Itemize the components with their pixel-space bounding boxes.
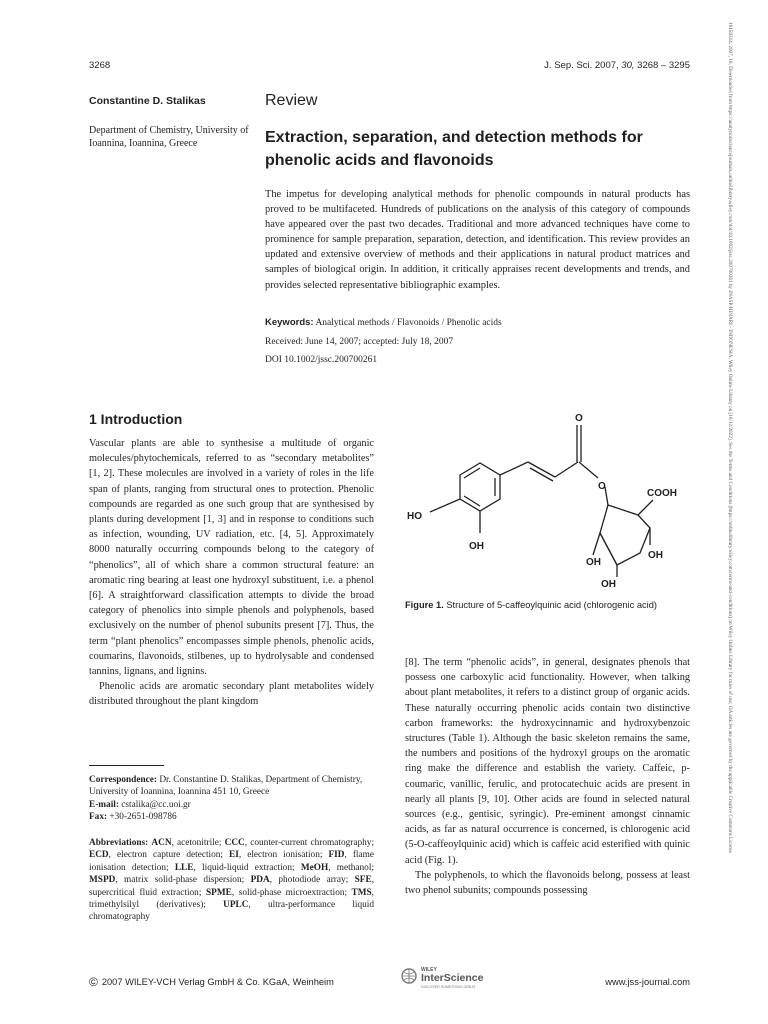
abbreviation-definition: , ultra-performance liquid chromatography — [89, 900, 374, 923]
body-column-left — [89, 436, 374, 710]
correspondence-text: Dr. Constantine D. Stalikas, Department of Chemistry, University of Ioannina, Ioannina 451 10, Greece — [89, 775, 363, 798]
abbreviation-term: CCC — [221, 838, 245, 848]
abbreviation-definition: , liquid-liquid extraction; — [193, 862, 295, 873]
abbreviations-list — [89, 838, 374, 922]
abbreviation-term: EI — [223, 850, 239, 861]
article-title: Extraction, separation, and detection methods for phenolic acids and flavonoids — [265, 129, 643, 169]
email-label: E-mail: — [89, 799, 119, 810]
phenol-hydroxyl-label-1: HO — [407, 511, 422, 522]
section-heading-introduction: 1 Introduction — [89, 411, 183, 427]
abbreviation-definition: , electron ionisation; — [238, 850, 323, 861]
abbreviation-definition: , acetonitrile; — [171, 838, 222, 848]
abbreviation-definition: , methanol; — [328, 862, 374, 873]
doi-link[interactable]: DOI 10.1002/jssc.200700261 — [265, 355, 378, 365]
logo-interscience-text: InterScience — [421, 972, 484, 984]
author-name: Constantine D. Stalikas — [89, 95, 206, 107]
email-address[interactable]: cstalika@cc.uoi.gr — [121, 799, 191, 810]
keywords-list: Analytical methods / Flavonoids / Phenolic acids — [315, 318, 502, 328]
logo-wiley-text: WILEY — [421, 967, 437, 973]
copyright-text: 2007 WILEY-VCH Verlag GmbH & Co. KGaA, Weinheim — [101, 977, 334, 987]
journal-volume: 30, — [621, 60, 635, 71]
abbreviation-definition: , matrix solid-phase dispersion; — [115, 875, 245, 886]
correspondence-footnote — [89, 774, 374, 824]
keywords-label: Keywords: — [265, 317, 314, 328]
journal-pages: 3268 – 3295 — [637, 60, 690, 71]
abbreviation-definition: , electron capture detection; — [108, 850, 223, 861]
intro-paragraph-1: Vascular plants are able to synthesise a multitude of organic molecules/phytochemicals, referred to as “secondary metabolites” [1, 2]. These molecules are involved in a variety of roles in the life span of plants, ranging from structural ones to protection. Phenolic compounds are regarded as one such group that are synthesised by plants during development [1, 3] and in response to conditions such as infection, wounding, UV radiation, etc. [4, 5]. Approximately 8000 naturally occurring compounds belong to the category of “phenolics”, all of which share a common structural feature: an aromatic ring bearing at least one hydroxyl substituent, i.e. a phenol [6]. A straightforward classification attempts to divide the broad category of phenolics into simple phenols and polyphenols, based exclusively on the number of phenol subunits present [7]. Thus, the term “plant phenolics” encompasses simple phenols, phenolic acids, coumarins, flavonoids, stilbenes, up to hydrolysable and condensed tannins, lignans, and lignins. — [89, 438, 374, 678]
article-type-label: Review — [265, 92, 318, 109]
abbreviation-term: MeOH — [294, 862, 329, 873]
copyright-icon: © — [89, 975, 98, 989]
abbreviation-definition: , solid-phase microextraction; — [231, 887, 348, 898]
interscience-logo[interactable] — [400, 964, 495, 992]
abbreviation-definition: , counter-current chromatography; — [244, 838, 375, 848]
intro-paragraph-4: The polyphenols, to which the flavonoids belong, possess at least two phenol subunits; compounds possessing — [405, 869, 690, 897]
figure-caption-label: Figure 1. — [405, 600, 444, 610]
abbreviation-term: SFE — [348, 875, 372, 886]
phenol-hydroxyl-label-2: OH — [469, 541, 484, 552]
abbreviation-term: MSPD — [89, 875, 116, 886]
figure-caption-text: Structure of 5-caffeoylquinic acid (chlorogenic acid) — [446, 600, 658, 610]
body-column-right — [405, 655, 690, 898]
abbreviation-definition: , flame ionisation detection; — [89, 850, 374, 873]
abbreviation-term: ECD — [89, 850, 109, 861]
abbreviation-term: TMS — [347, 887, 372, 898]
abbreviation-term: SPME — [201, 887, 232, 898]
page-number: 3268 — [89, 60, 111, 71]
abbreviations-footnote — [89, 837, 374, 924]
download-notice-text: 16159314, 2007, 18, Downloaded from https://analyticalsciencejournals.onlinelibrary.wiley.com/doi/10.1002/jssc.200700261 by INASP/HINARI - INDONESIA, Wiley Online Library on [10/12/2022]. See the Terms and Conditions (https://onlinelibrary.wiley.com/terms-and-conditions) on Wiley Online Library for rules of use; OA articles are governed by the applicable Creative Commons License — [727, 22, 733, 854]
abbreviation-term: ACN — [151, 838, 172, 848]
abbreviation-definition: , trimethylsilyl (derivatives); — [89, 887, 374, 911]
fax-number: +30-2651-098786 — [109, 812, 177, 823]
abbreviations-label: Abbreviations: — [89, 838, 149, 848]
abbreviation-definition: , supercritical fluid extraction; — [89, 875, 375, 898]
abbreviation-term: UPLC — [205, 900, 249, 911]
chlorogenic-acid-structure — [395, 405, 695, 590]
ester-oxygen-label: O — [598, 481, 606, 492]
correspondence-label: Correspondence: — [89, 775, 157, 785]
download-notice-sidebar — [722, 0, 738, 1024]
footnote-divider — [89, 765, 164, 766]
abbreviation-term: FID — [322, 850, 345, 861]
quinic-ring — [600, 505, 650, 565]
abstract: The impetus for developing analytical methods for phenolic compounds in natural products has proved to be multifaceted. Hundreds of publications on the analysis of this category of compounds have appeared over the past two decades. Traditional and more advanced techniques have come to prominence for sample preparation, separation, detection, and identification. This review provides an updated and extensive overview of methods and their applications in natural product matrices and samples of biological origin. In addition, it critically appraises recent developments and trends, and provides selected representative bibliographic examples. — [265, 189, 690, 291]
benzene-ring — [460, 463, 500, 511]
copyright-notice — [89, 975, 334, 989]
carboxyl-label: COOH — [647, 488, 677, 499]
abbreviation-term: LLE — [168, 862, 194, 873]
quinic-hydroxyl-label-1: OH — [586, 557, 601, 568]
journal-website-link[interactable]: www.jss-journal.com — [605, 977, 690, 987]
author-affiliation: Department of Chemistry, University of Ioannina, Ioannina, Greece — [89, 125, 249, 149]
quinic-hydroxyl-label-2: OH — [648, 550, 663, 561]
journal-reference — [544, 60, 690, 71]
abbreviation-term: PDA — [244, 875, 270, 886]
intro-paragraph-3: [8]. The term “phenolic acids”, in general, designates phenols that possess one carboxylic acid functionality. However, when talking about plant metabolites, it refers to a distinct group of organic acids. These naturally occurring phenolic acids contain two distinctive carbon frameworks: the hydroxycinnamic and hydroxybenzoic structures (Table 1). Although the basic skeleton remains the same, the numbers and positions of the hydroxyl groups on the aromatic ring make the difference and establish the variety. Caffeic, p-coumaric, vanillic, ferulic, and protocatechuic acids are present in nearly all plants [9, 10]. Other acids are found in selected natural sources (e.g., gentisic, syringic). Pre-eminent amongst cinnamic acids, as far as natural occurrence is concerned, is chlorogenic acid (5-O-caffeoylquinic acid) which is caffeic acid esterified with quinic acid (Fig. 1). — [405, 657, 690, 866]
journal-name: J. Sep. Sci. — [544, 60, 593, 71]
figure-caption — [405, 599, 690, 611]
keywords — [265, 317, 690, 328]
intro-paragraph-2: Phenolic acids are aromatic secondary plant metabolites widely distributed throughout the plant kingdom — [89, 681, 374, 708]
carbonyl-oxygen-label: O — [575, 413, 583, 424]
abbreviation-definition: , photodiode array; — [269, 875, 349, 886]
journal-year: 2007, — [594, 60, 619, 71]
fax-label: Fax: — [89, 812, 108, 823]
logo-tagline: DISCOVER SOMETHING GREAT — [421, 985, 476, 989]
received-dates: Received: June 14, 2007; accepted: July 18, 2007 — [265, 337, 454, 347]
quinic-hydroxyl-label-3: OH — [601, 579, 616, 590]
